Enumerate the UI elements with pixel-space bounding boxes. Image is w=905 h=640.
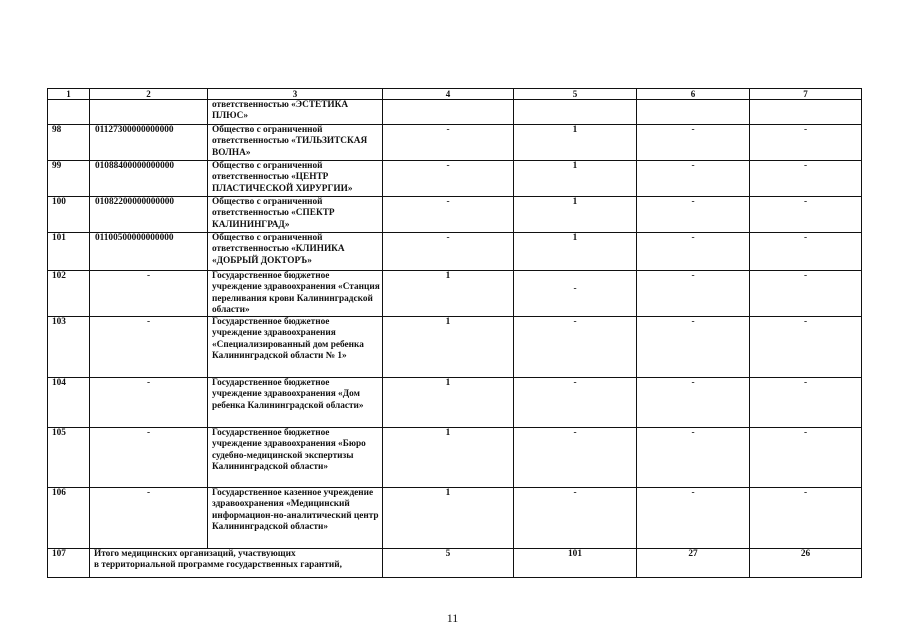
col7-value: - <box>750 428 862 488</box>
col7-value: - <box>750 161 862 197</box>
col5-value <box>514 100 637 125</box>
col4-value: - <box>383 197 514 233</box>
total-row <box>48 549 862 578</box>
row-number: 107 <box>48 549 90 578</box>
column-header-3: 3 <box>208 89 383 100</box>
col4-value: 1 <box>383 378 514 428</box>
table-row <box>48 378 862 428</box>
table-row <box>48 197 862 233</box>
col6-value: - <box>637 428 750 488</box>
col5-value: - <box>514 378 637 428</box>
col7-value: - <box>750 378 862 428</box>
row-number <box>48 100 90 125</box>
table-row <box>48 271 862 317</box>
organization-name: Государственное бюджетное учреждение здравоохранения «Дом ребенка Калининградской области» <box>208 378 383 428</box>
organization-name: Государственное казенное учреждение здравоохранения «Медицинский информацион-но-аналитический центр Калининградской области» <box>208 488 383 549</box>
table-row <box>48 317 862 378</box>
col7-value: - <box>750 233 862 271</box>
registry-code: - <box>90 488 208 549</box>
col6-value: - <box>637 233 750 271</box>
col6-value: - <box>637 488 750 549</box>
total-label-line2: в территориальной программе государственных гарантий, <box>94 560 342 571</box>
organization-name: Общество с ограниченной ответственностью «ЦЕНТР ПЛАСТИЧЕСКОЙ ХИРУРГИИ» <box>208 161 383 197</box>
col6-value: - <box>637 378 750 428</box>
row-number: 100 <box>48 197 90 233</box>
col5-value: 1 <box>514 233 637 271</box>
col5-value: 1 <box>514 161 637 197</box>
column-header-5: 5 <box>514 89 637 100</box>
organizations-table <box>47 88 862 578</box>
col4-value: 1 <box>383 488 514 549</box>
col7-value: - <box>750 317 862 378</box>
organization-name: Государственное бюджетное учреждение здравоохранения «Станция переливания крови Калининградской области» <box>208 271 383 317</box>
col4-value: 1 <box>383 317 514 378</box>
total-col5: 101 <box>514 549 637 578</box>
table-header-row <box>48 89 862 100</box>
col7-value: - <box>750 271 862 317</box>
table-row <box>48 161 862 197</box>
column-header-4: 4 <box>383 89 514 100</box>
page-number: 11 <box>446 611 459 625</box>
table-row <box>48 100 862 125</box>
col5-value <box>514 271 637 317</box>
registry-code: 01100500000000000 <box>90 233 208 271</box>
registry-code <box>90 100 208 125</box>
col4-value: 1 <box>383 271 514 317</box>
table-row <box>48 233 862 271</box>
total-label <box>90 549 383 578</box>
col4-value: 1 <box>383 428 514 488</box>
registry-code: 01127300000000000 <box>90 125 208 161</box>
col6-value <box>637 100 750 125</box>
col5-value-text: - <box>573 284 577 294</box>
row-number: 99 <box>48 161 90 197</box>
col6-value: - <box>637 317 750 378</box>
column-header-2: 2 <box>90 89 208 100</box>
col7-value <box>750 100 862 125</box>
col5-value: - <box>514 317 637 378</box>
organization-name: Общество с ограниченной ответственностью «СПЕКТР КАЛИНИНГРАД» <box>208 197 383 233</box>
col5-value: 1 <box>514 197 637 233</box>
organization-name: Общество с ограниченной ответственностью «ТИЛЬЗИТСКАЯ ВОЛНА» <box>208 125 383 161</box>
organization-name: Общество с ограниченной ответственностью «КЛИНИКА «ДОБРЫЙ ДОКТОРЪ» <box>208 233 383 271</box>
registry-code: - <box>90 428 208 488</box>
registry-code: 01082200000000000 <box>90 197 208 233</box>
table-row <box>48 428 862 488</box>
col7-value: - <box>750 125 862 161</box>
total-label-line1: Итого медицинских организаций, участвующих <box>94 549 296 560</box>
row-number: 105 <box>48 428 90 488</box>
col4-value: - <box>383 161 514 197</box>
row-number: 106 <box>48 488 90 549</box>
organization-name: Государственное бюджетное учреждение здравоохранения «Специализированный дом ребенка Калининградской области № 1» <box>208 317 383 378</box>
col6-value: - <box>637 125 750 161</box>
organization-name: Государственное бюджетное учреждение здравоохранения «Бюро судебно-медицинской экспертизы Калининградской области» <box>208 428 383 488</box>
total-col6: 27 <box>637 549 750 578</box>
col7-value: - <box>750 197 862 233</box>
column-header-7: 7 <box>750 89 862 100</box>
registry-code: - <box>90 317 208 378</box>
row-number: 104 <box>48 378 90 428</box>
col5-value: 1 <box>514 125 637 161</box>
registry-code: - <box>90 271 208 317</box>
col6-value: - <box>637 161 750 197</box>
table-row <box>48 488 862 549</box>
col7-value: - <box>750 488 862 549</box>
organization-name: ответственностью «ЭСТЕТИКА ПЛЮС» <box>208 100 383 125</box>
col5-value: - <box>514 428 637 488</box>
col4-value: - <box>383 233 514 271</box>
col4-value: - <box>383 125 514 161</box>
row-number: 102 <box>48 271 90 317</box>
col4-value <box>383 100 514 125</box>
col5-value: - <box>514 488 637 549</box>
table-row <box>48 125 862 161</box>
total-col7: 26 <box>750 549 862 578</box>
total-col4: 5 <box>383 549 514 578</box>
registry-code: - <box>90 378 208 428</box>
row-number: 103 <box>48 317 90 378</box>
col6-value: - <box>637 197 750 233</box>
col6-value: - <box>637 271 750 317</box>
column-header-6: 6 <box>637 89 750 100</box>
row-number: 98 <box>48 125 90 161</box>
column-header-1: 1 <box>48 89 90 100</box>
registry-code: 01088400000000000 <box>90 161 208 197</box>
row-number: 101 <box>48 233 90 271</box>
